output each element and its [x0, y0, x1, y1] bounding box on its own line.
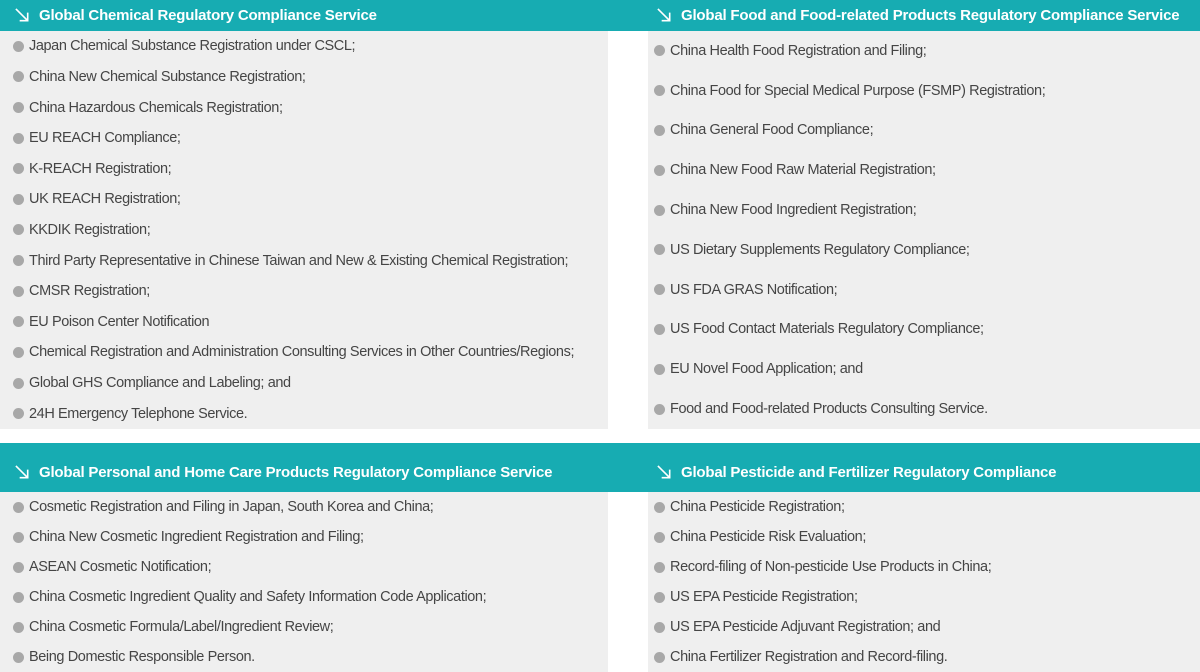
bullet-icon: [13, 532, 24, 543]
list-item-text: Global GHS Compliance and Labeling; and: [29, 375, 291, 391]
panel-title-food: Global Food and Food-related Products Regulatory Compliance Service: [681, 7, 1180, 24]
section-header-bar-top: [0, 0, 1200, 31]
bullet-icon: [13, 316, 24, 327]
bullet-icon: [13, 378, 24, 389]
bullet-icon: [654, 45, 665, 56]
list-item: [0, 375, 608, 391]
list-item-text: China New Chemical Substance Registration;: [29, 68, 306, 85]
section-divider: [0, 429, 1200, 443]
food-service-list: [648, 31, 1200, 429]
list-item-text: Being Domestic Responsible Person.: [29, 649, 255, 665]
list-item-text: EU REACH Compliance;: [29, 130, 181, 147]
list-item-text: China Fertilizer Registration and Record-filing.: [670, 649, 948, 665]
arrow-down-right-icon: [656, 464, 673, 481]
column-gap: [608, 492, 648, 672]
panel-title-chemical: Global Chemical Regulatory Compliance Service: [39, 7, 377, 24]
list-item-text: China Food for Special Medical Purpose (FSMP) Registration;: [670, 82, 1046, 99]
list-item-text: CMSR Registration;: [29, 283, 150, 300]
bullet-icon: [13, 133, 24, 144]
bullet-icon: [654, 562, 665, 573]
list-item: [648, 619, 1200, 635]
bullet-icon: [654, 622, 665, 633]
list-item: [648, 589, 1200, 605]
list-item: [648, 559, 1200, 575]
bullet-icon: [13, 652, 24, 663]
bullet-icon: [13, 102, 24, 113]
bullet-icon: [654, 244, 665, 255]
bullet-icon: [13, 194, 24, 205]
list-item-text: EU Poison Center Notification: [29, 313, 210, 330]
list-item: [0, 649, 608, 665]
list-item: [648, 122, 1200, 138]
list-item: [0, 38, 608, 54]
list-item-text: China Hazardous Chemicals Registration;: [29, 99, 283, 116]
section-header-bar-bottom: [0, 443, 1200, 492]
panel-header-chemical: [0, 0, 608, 31]
bullet-icon: [654, 404, 665, 415]
pesticide-service-list: [648, 492, 1200, 672]
list-item-text: China New Cosmetic Ingredient Registration and Filing;: [29, 529, 364, 545]
list-item: [648, 242, 1200, 258]
section-body-bottom: [0, 492, 1200, 672]
bullet-icon: [13, 286, 24, 297]
bullet-icon: [13, 408, 24, 419]
list-item: [648, 529, 1200, 545]
list-item: [0, 130, 608, 146]
bullet-icon: [654, 532, 665, 543]
list-item-text: KKDIK Registration;: [29, 221, 151, 238]
list-item: [0, 344, 608, 360]
panel-header-food: [648, 0, 1200, 31]
bullet-icon: [654, 364, 665, 375]
list-item-text: US Dietary Supplements Regulatory Compliance;: [670, 241, 970, 258]
bullet-icon: [13, 71, 24, 82]
bullet-icon: [654, 324, 665, 335]
panel-header-personal-care: [0, 453, 608, 492]
list-item: [648, 43, 1200, 59]
list-item: [648, 499, 1200, 515]
list-item: [0, 191, 608, 207]
list-item: [648, 361, 1200, 377]
chemical-service-list: [0, 31, 608, 429]
bullet-icon: [13, 502, 24, 513]
panel-title-personal-care: Global Personal and Home Care Products Regulatory Compliance Service: [39, 464, 553, 481]
header-spacer: [608, 0, 648, 31]
column-gap: [608, 31, 648, 429]
list-item: [648, 202, 1200, 218]
list-item: [0, 100, 608, 116]
list-item: [648, 649, 1200, 665]
list-item-text: Food and Food-related Products Consulting Service.: [670, 401, 988, 418]
list-item: [0, 161, 608, 177]
bullet-icon: [13, 347, 24, 358]
arrow-down-right-icon: [14, 7, 31, 24]
panel-header-pesticide: [648, 453, 1200, 492]
list-item-text: China Pesticide Risk Evaluation;: [670, 529, 866, 545]
bullet-icon: [654, 592, 665, 603]
list-item-text: US EPA Pesticide Registration;: [670, 589, 858, 605]
list-item-text: US EPA Pesticide Adjuvant Registration; and: [670, 619, 941, 635]
bullet-icon: [13, 592, 24, 603]
list-item-text: K-REACH Registration;: [29, 160, 172, 177]
list-item: [648, 401, 1200, 417]
list-item: [0, 619, 608, 635]
list-item-text: EU Novel Food Application; and: [670, 361, 863, 378]
list-item-text: China New Food Raw Material Registration;: [670, 162, 936, 179]
list-item: [648, 83, 1200, 99]
list-item: [0, 406, 608, 422]
list-item: [648, 282, 1200, 298]
list-item-text: China New Food Ingredient Registration;: [670, 202, 917, 219]
list-item: [0, 314, 608, 330]
bullet-icon: [13, 562, 24, 573]
list-item: [0, 253, 608, 269]
bullet-icon: [13, 255, 24, 266]
list-item: [0, 589, 608, 605]
header-spacer: [608, 453, 648, 492]
list-item-text: Japan Chemical Substance Registration under CSCL;: [29, 38, 356, 55]
list-item-text: US FDA GRAS Notification;: [670, 281, 838, 298]
bullet-icon: [654, 85, 665, 96]
list-item-text: Record-filing of Non-pesticide Use Products in China;: [670, 559, 992, 575]
list-item: [648, 321, 1200, 337]
bullet-icon: [13, 622, 24, 633]
panel-title-pesticide: Global Pesticide and Fertilizer Regulatory Compliance: [681, 464, 1057, 481]
bullet-icon: [13, 41, 24, 52]
list-item-text: Cosmetic Registration and Filing in Japan, South Korea and China;: [29, 499, 434, 515]
list-item: [0, 559, 608, 575]
list-item: [0, 283, 608, 299]
personal-care-service-list: [0, 492, 608, 672]
bullet-icon: [654, 284, 665, 295]
section-body-top: [0, 31, 1200, 429]
list-item-text: China Health Food Registration and Filing;: [670, 42, 927, 59]
bullet-icon: [13, 163, 24, 174]
list-item: [0, 222, 608, 238]
list-item-text: 24H Emergency Telephone Service.: [29, 405, 248, 422]
list-item: [0, 499, 608, 515]
bullet-icon: [654, 125, 665, 136]
list-item-text: China General Food Compliance;: [670, 122, 874, 139]
list-item-text: Third Party Representative in Chinese Taiwan and New & Existing Chemical Registration;: [29, 252, 569, 269]
list-item-text: China Pesticide Registration;: [670, 499, 845, 515]
list-item-text: US Food Contact Materials Regulatory Compliance;: [670, 321, 984, 338]
bullet-icon: [654, 652, 665, 663]
bullet-icon: [654, 205, 665, 216]
list-item-text: China Cosmetic Ingredient Quality and Safety Information Code Application;: [29, 589, 487, 605]
services-section-bottom: [0, 443, 1200, 672]
bullet-icon: [654, 165, 665, 176]
bullet-icon: [13, 224, 24, 235]
list-item-text: ASEAN Cosmetic Notification;: [29, 559, 212, 575]
list-item: [648, 162, 1200, 178]
list-item-text: UK REACH Registration;: [29, 191, 181, 208]
list-item: [0, 529, 608, 545]
arrow-down-right-icon: [14, 464, 31, 481]
list-item-text: China Cosmetic Formula/Label/Ingredient Review;: [29, 619, 334, 635]
list-item: [0, 69, 608, 85]
list-item-text: Chemical Registration and Administration Consulting Services in Other Countries/Regions;: [29, 344, 575, 361]
arrow-down-right-icon: [656, 7, 673, 24]
bullet-icon: [654, 502, 665, 513]
